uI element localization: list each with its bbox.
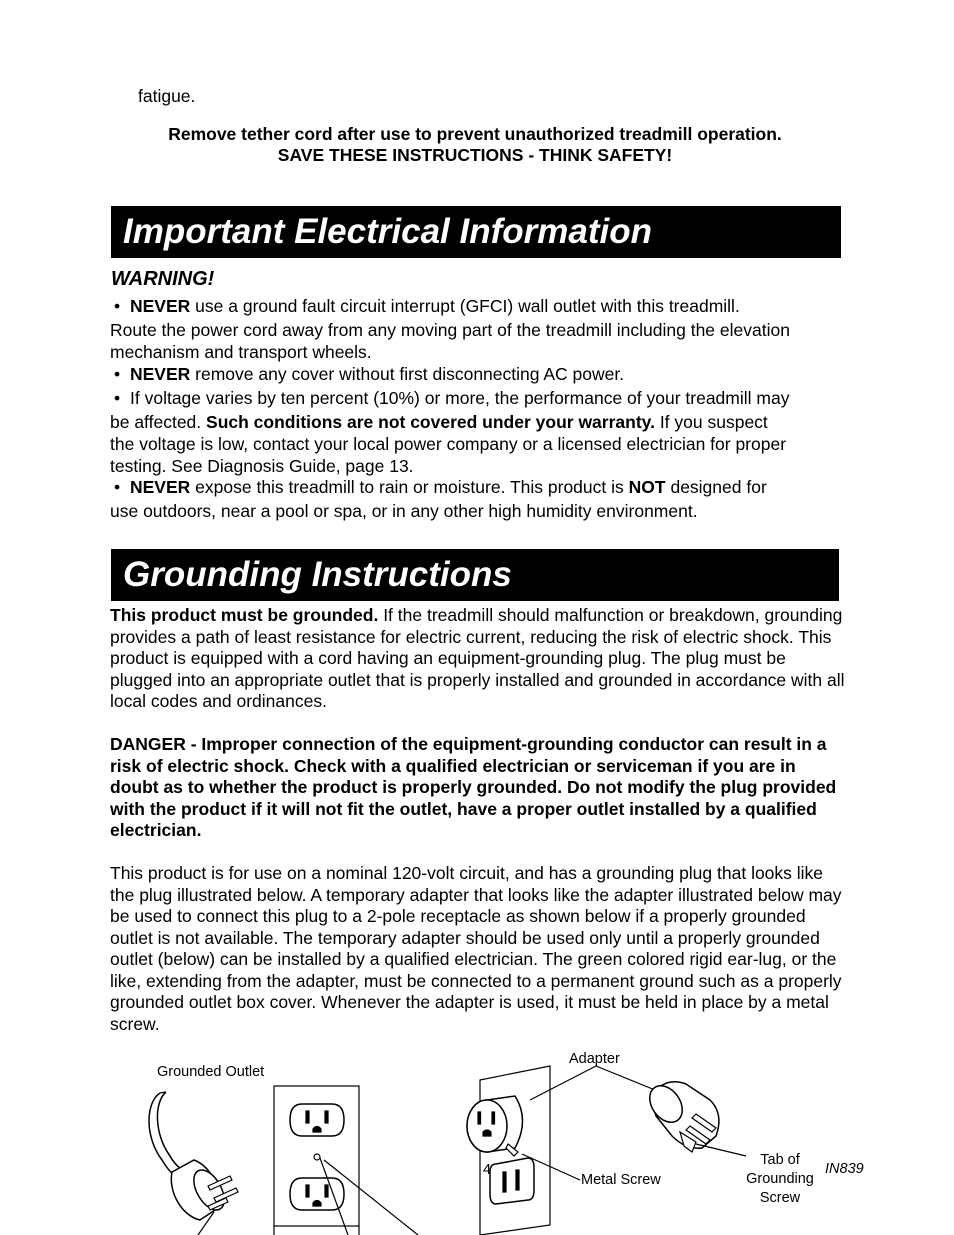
- bullet-icon: •: [114, 296, 121, 316]
- not-strong: NOT: [628, 477, 666, 497]
- warranty-strong: Such conditions are not covered under your warranty.: [206, 412, 655, 432]
- bullet-gfci: [110, 296, 850, 317]
- voltage-line-2: [110, 412, 850, 433]
- bullet-voltage: [110, 388, 850, 409]
- bullet-icon: •: [114, 477, 121, 497]
- label-screw: Screw: [759, 1190, 801, 1206]
- grounding-diagram: [110, 1040, 880, 1235]
- intro-continuation: fatigue.: [138, 86, 196, 106]
- label-adapter: Adapter: [569, 1051, 620, 1067]
- voltage-line-2-pre: be affected.: [110, 412, 207, 432]
- save-instructions-notice: SAVE THESE INSTRUCTIONS - THINK SAFETY!: [277, 145, 673, 165]
- bullet-voltage-text: If voltage varies by ten percent (10%) or more, the performance of your treadmill may: [130, 388, 790, 408]
- grounded-strong: This product must be grounded.: [110, 605, 379, 625]
- electrical-section-title: Important Electrical Information: [111, 206, 841, 258]
- bullet-icon: •: [114, 364, 121, 384]
- moisture-line-2: use outdoors, near a pool or spa, or in any other high humidity environment.: [110, 501, 698, 521]
- cover-screw: [314, 1154, 320, 1160]
- bullet-cover: [110, 364, 850, 385]
- tether-notice: Remove tether cord after use to prevent unauthorized treadmill operation.: [168, 124, 782, 144]
- voltage-line-4: testing. See Diagnosis Guide, page 13.: [110, 456, 414, 476]
- grounding-section-title: Grounding Instructions: [111, 549, 839, 601]
- route-line-2: mechanism and transport wheels.: [110, 342, 372, 362]
- bullet-moisture-text-2: designed for: [665, 477, 767, 497]
- label-grounded-outlet: Grounded Outlet: [157, 1064, 265, 1080]
- route-line-1: Route the power cord away from any moving part of the treadmill including the elevation: [110, 320, 790, 340]
- never-strong: NEVER: [130, 364, 191, 384]
- never-strong: NEVER: [130, 477, 191, 497]
- label-metal-screw: Metal Screw: [581, 1172, 661, 1188]
- outlet-number: 4: [483, 1162, 492, 1178]
- danger-paragraph: DANGER - Improper connection of the equipment-grounding conductor can result in a risk of electric shock. Check with a qualified electrician or serviceman if you are in doubt as to whether the product is properly grounded. Do not modify the plug provided with the product if it will not fit the outlet, have a proper outlet installed by a qualified electrician.: [110, 734, 837, 840]
- bullet-icon: •: [114, 388, 121, 408]
- figure-code: IN839: [825, 1161, 864, 1177]
- plug-cord: [149, 1093, 176, 1176]
- label-grounding: Grounding: [746, 1171, 814, 1187]
- bullet-gfci-text: use a ground fault circuit interrupt (GFCI) wall outlet with this treadmill.: [190, 296, 740, 316]
- never-strong: NEVER: [130, 296, 191, 316]
- warning-heading: WARNING!: [111, 268, 215, 290]
- grounding-paragraph-3: This product is for use on a nominal 120-volt circuit, and has a grounding plug that looks like the plug illustrated below. A temporary adapter that looks like the adapter illustrated below may be used to connect this plug to a 2-pole receptacle as shown below if a properly grounded outlet is not available. The temporary adapter should be used only until a properly grounded outlet (below) can be installed by a qualified electrician. The green colored rigid ear-lug, or the like, extending from the adapter, must be connected to a permanent ground such as a properly grounded outlet box cover. Whenever the adapter is used, it must be held in place by a metal screw.: [110, 863, 842, 1034]
- voltage-line-3: the voltage is low, contact your local power company or a licensed electrician for proper: [110, 434, 787, 454]
- bullet-moisture: [110, 477, 850, 498]
- bullet-cover-text: remove any cover without first disconnecting AC power.: [190, 364, 625, 384]
- grounding-paragraph-1-text: If the treadmill should malfunction or breakdown, grounding provides a path of least resistance for electric current, reducing the risk of electric shock. This product is equipped with a cord having an equipment-grounding plug. The plug must be plugged into an appropriate outlet that is properly installed and grounded in accordance with all local codes and ordinances.: [110, 605, 845, 711]
- grounding-paragraph-1: [110, 605, 845, 713]
- voltage-line-2-post: If you suspect: [654, 412, 768, 432]
- label-tab-of: Tab of: [760, 1152, 800, 1168]
- bullet-moisture-text-1: expose this treadmill to rain or moisture. This product is: [190, 477, 629, 497]
